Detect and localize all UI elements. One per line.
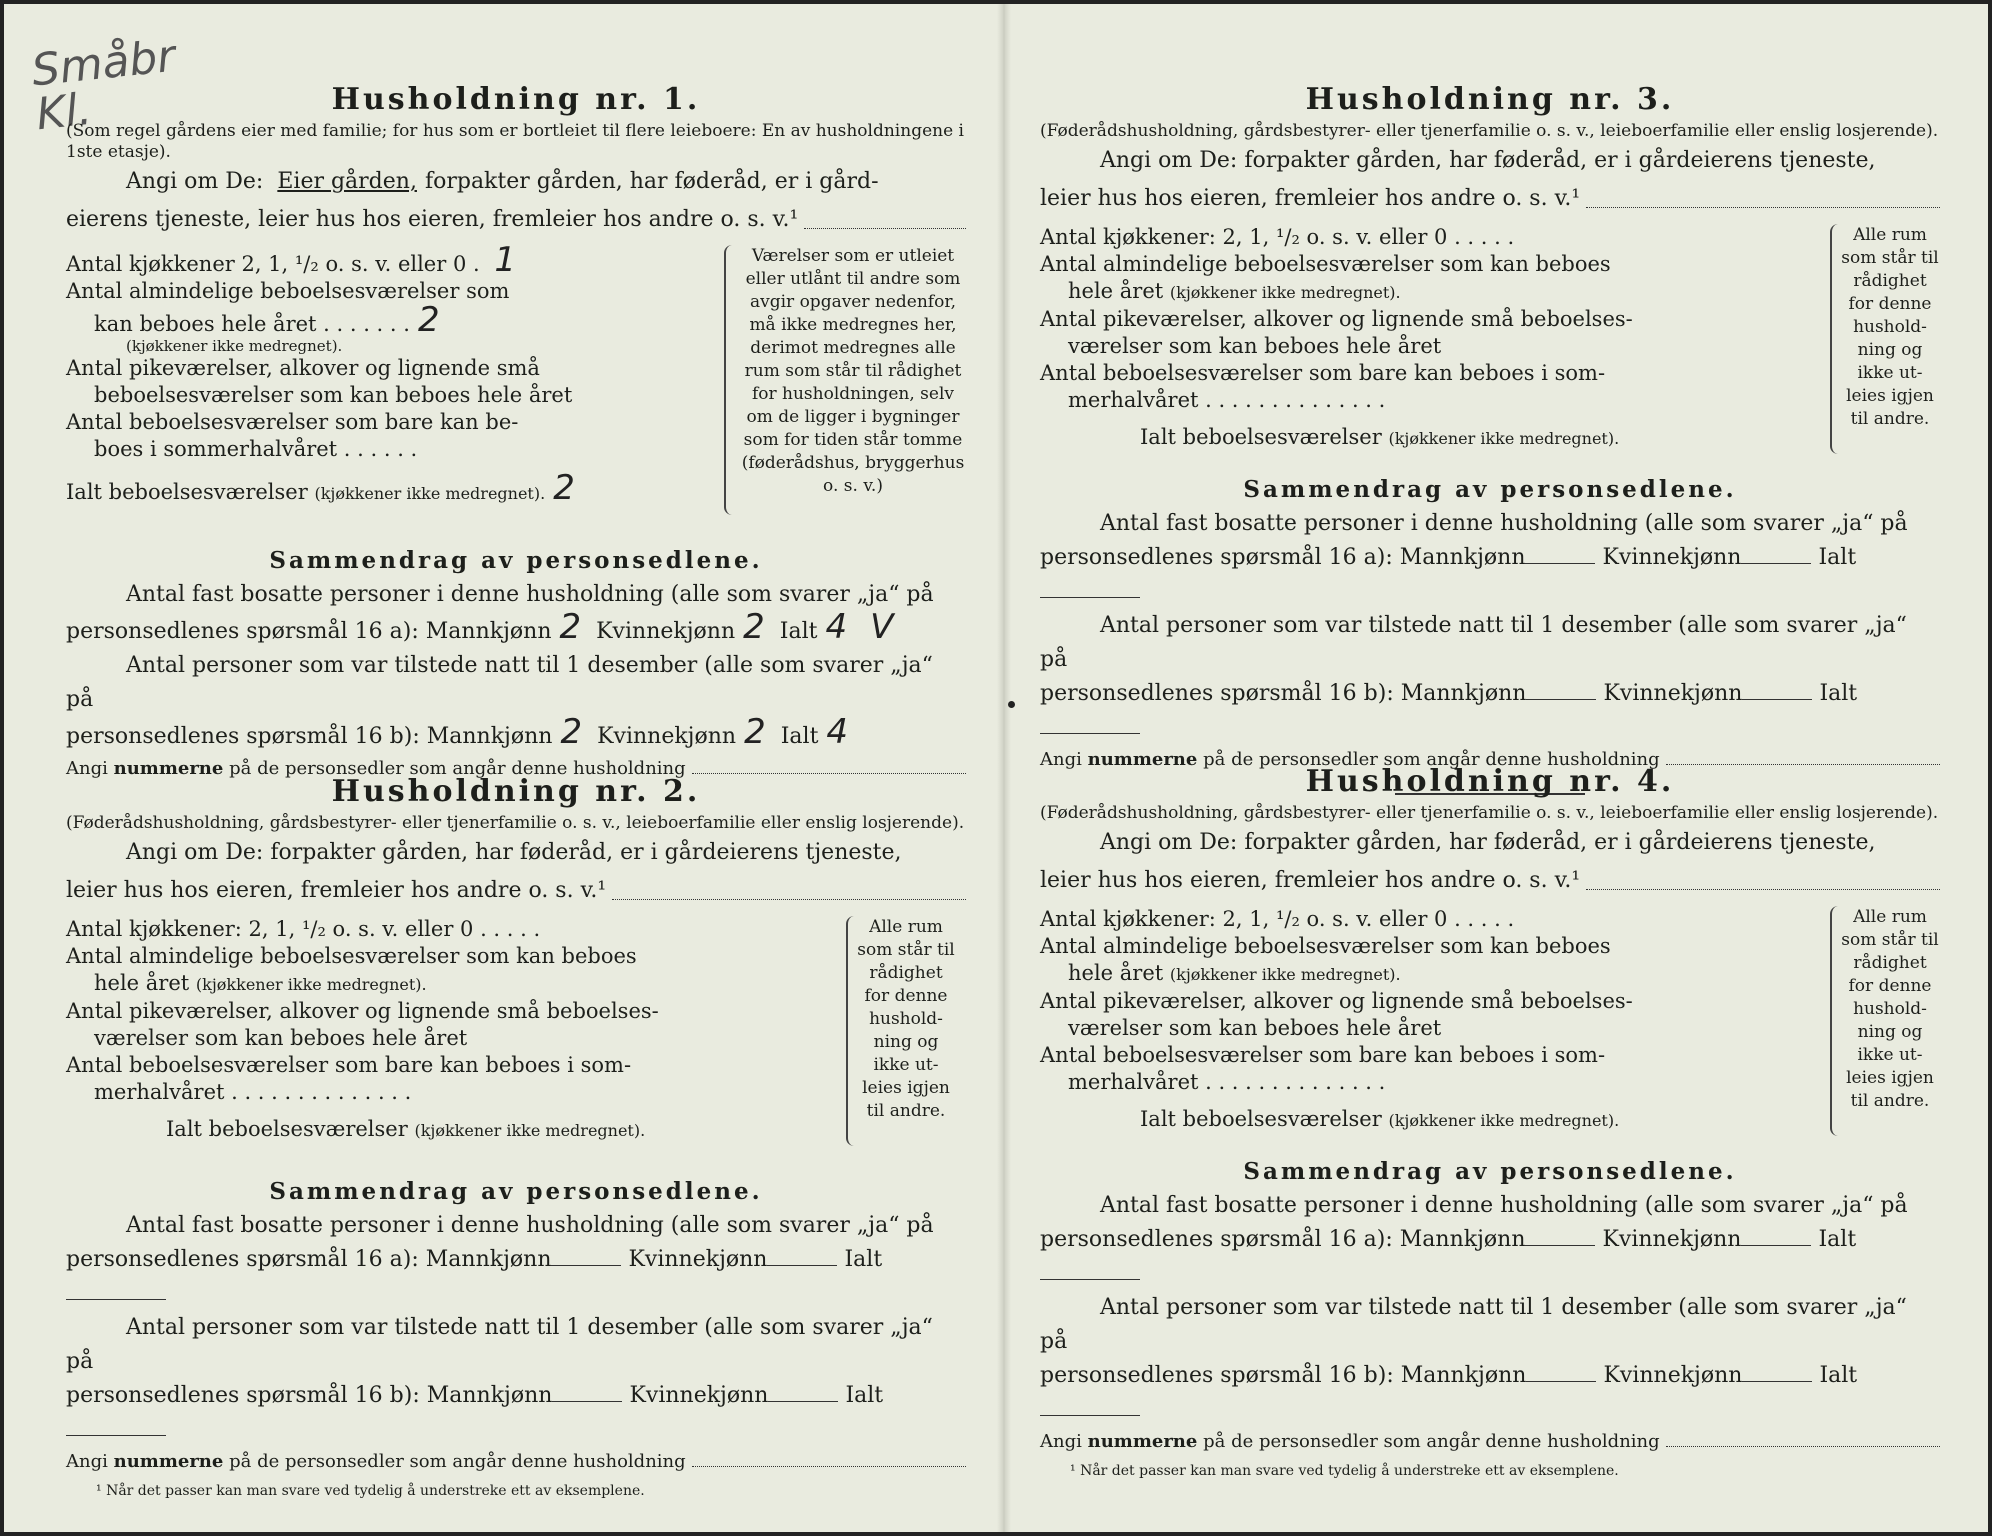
household-2-note: (Føderådshusholdning, gårdsbestyrer- eller tjenerfamilie o. s. v., leieboerfamilie eller enslig losjerende).: [66, 813, 965, 833]
household-2-title: Husholdning nr. 2.: [331, 774, 701, 809]
household-1-title: Husholdning nr. 1.: [331, 82, 701, 117]
fast-ialt-value: 4: [825, 607, 848, 647]
household-1-angi-row-2: eierens tjeneste, leier hus hos eieren, fremleier hos andre o. s. v.¹: [66, 201, 966, 239]
ialt-row: Ialt beboelsesværelser (kjøkkener ikke medregnet). 2: [66, 468, 575, 508]
household-3-title: Husholdning nr. 3.: [1305, 82, 1675, 117]
kjokkener-row: Antal kjøkkener 2, 1, ¹/₂ o. s. v. eller 0 . 1: [66, 240, 516, 280]
check-mark: V: [870, 607, 894, 647]
household-1-rooms: Antal kjøkkener 2, 1, ¹/₂ o. s. v. eller 0 . 1 Antal almindelige beboelsesværelser som kan beboes hele året . . . . . . . 2 (kjøkkener ikke medregnet). Antal pikeværelser, alkover og lignende små beboelsesværelser som kan beboes hele året Antal beboelsesværelser som bare kan be- boes i sommerhalvåret . . . . . . Ialt beboelsesværelser (kjøkkener ikke medregnet). 2 Værelser som er utleiet eller utlånt til andre som avgir opgaver nedenfor, må ikke medregnes her, derimot medregnes alle rum som står til rådighet for husholdningen, selv om de ligger i bygninger som for tiden står tomme (føderådshus, bryggerhus o. s. v.): [66, 245, 966, 535]
household-1-summary-title: Sammendrag av personsedlene.: [269, 547, 763, 574]
household-1-angi-row: Angi om De: Eier gården, forpakter gården, har føderåd, er i gård-: [66, 163, 966, 201]
fast-mann-value: 2: [559, 607, 582, 647]
almindelige-value: 2: [417, 300, 440, 340]
household-3-rooms: Antal kjøkkener: 2, 1, ¹/₂ o. s. v. eller 0 . . . . . Antal almindelige beboelsesværelser som kan beboes hele året (kjøkkener ikke medregnet). Antal pikeværelser, alkover og lignende små beboelses- værelser som kan beboes hele året Antal beboelsesværelser som bare kan beboes i som- merhalvåret . . . . . . . . . . . . . . Ialt beboelsesværelser (kjøkkener ikke medregnet). Alle rum som står til rådighet for denne hushold-ning og ikke ut-leies igjen til andre.: [1040, 224, 1940, 464]
eier-garden-underlined: Eier gården,: [277, 169, 417, 194]
household-3: Husholdning nr. 3. (Føderådshusholdning, gårdsbestyrer- eller tjenerfamilie o. s. v., leieboerfamilie eller enslig losjerende). Angi om De: forpakter gården, har føderåd, er i gårdeierens tjeneste, leier hus hos eieren, fremleier hos andre o. s. v.¹ Antal kjøkkener: 2, 1, ¹/₂ o. s. v. eller 0 . . . . . Antal almindelige beboelsesværelser som kan beboes hele året (kjøkkener ikke medregnet). Antal pikeværelser, alkover og lignende små beboelses- værelser som kan beboes hele året Antal beboelsesværelser som bare kan beboes i som- merhalvåret . . . . . . . . . . . . . . Ialt beboelsesværelser (kjøkkener ikke medregnet). Alle rum som står til rådighet for denne hushold-ning og ikke ut-leies igjen til andre. Sammendrag av personsedlene. Antal fast bosatte personer i denne husholdning (alle som svarer „ja“ på personsedlenes spørsmål 16 a): Mannkjønn Kvinnekjønn Ialt Antal personer som var tilstede natt til 1 desember (alle som svarer „ja“ på personsedlenes spørsmål 16 b): Mannkjønn Kvinnekjønn Ialt Angi nummerne på de personsedler som angår denne husholdning: [1040, 82, 1940, 795]
census-sheet: [4, 4, 1988, 1532]
right-page: [1040, 4, 1940, 1532]
handwritten-margin-note: Småbr Kl.: [29, 30, 178, 141]
tilst-kvinne-value: 2: [744, 712, 766, 752]
household-4: Husholdning nr. 4. (Føderådshusholdning, gårdsbestyrer- eller tjenerfamilie o. s. v., leieboerfamilie eller enslig losjerende). Angi om De: forpakter gården, har føderåd, er i gårdeierens tjeneste, leier hus hos eieren, fremleier hos andre o. s. v.¹ Antal kjøkkener: 2, 1, ¹/₂ o. s. v. eller 0 . . . . . Antal almindelige beboelsesværelser som kan beboes hele året (kjøkkener ikke medregnet). Antal pikeværelser, alkover og lignende små beboelses- værelser som kan beboes hele året Antal beboelsesværelser som bare kan beboes i som- merhalvåret . . . . . . . . . . . . . . Ialt beboelsesværelser (kjøkkener ikke medregnet). Alle rum som står til rådighet for denne hushold-ning og ikke ut-leies igjen til andre. Sammendrag av personsedlene. Antal fast bosatte personer i denne husholdning (alle som svarer „ja“ på personsedlenes spørsmål 16 a): Mannkjønn Kvinnekjønn Ialt Antal personer som var tilstede natt til 1 desember (alle som svarer „ja“ på personsedlenes spørsmål 16 b): Mannkjønn Kvinnekjønn Ialt Angi nummerne på de personsedler som angår denne husholdning ¹ Når det passer kan man svare ved tydelig å understreke ett av eksemplene.: [1040, 764, 1939, 1479]
household-2-rooms-note: Alle rum som står til rådighet for denne hushold-ning og ikke ut-leies igjen til andre.: [857, 917, 955, 1121]
household-2-rooms: Antal kjøkkener: 2, 1, ¹/₂ o. s. v. eller 0 . . . . . Antal almindelige beboelsesværelser som kan beboes hele året (kjøkkener ikke medregnet). Antal pikeværelser, alkover og lignende små beboelses- værelser som kan beboes hele året Antal beboelsesværelser som bare kan beboes i som- merhalvåret . . . . . . . . . . . . . . Ialt beboelsesværelser (kjøkkener ikke medregnet). Alle rum som står til rådighet for denne hushold-ning og ikke ut-leies igjen til andre.: [66, 916, 966, 1166]
household-1: Husholdning nr. 1. (Som regel gårdens eier med familie; for hus som er bortleiet til flere leieboere: En av husholdningene i 1ste etasje). Angi om De: Eier gården, forpakter gården, har føderåd, er i gård- eierens tjeneste, leier hus hos eieren, fremleier hos andre o. s. v.¹ Antal kjøkkener 2, 1, ¹/₂ o. s. v. eller 0 . 1 Antal almindelige beboelsesværelser som kan beboes hele året . . . . . . . 2 (kjøkkener ikke medregnet). Antal pikeværelser, alkover og lignende små beboelsesværelser som kan beboes hele året Antal beboelsesværelser som bare kan be- boes i sommerhalvåret . . . . . . Ialt beboelsesværelser (kjøkkener ikke medregnet). 2 Værelser som er utleiet eller utlånt til andre som avgir opgaver nedenfor, må ikke medregnes her, derimot medregnes alle rum som står til rådighet for husholdningen, selv om de ligger i bygninger som for tiden står tomme (føderådshus, bryggerhus o. s. v.) Sammendrag av personsedlene. Antal fast bosatte personer i denne husholdning (alle som svarer „ja“ på personsedlenes spørsmål 16 a): Mannkjønn 2 Kvinnekjønn 2 Ialt 4 V Antal personer som var tilstede natt til 1 desember (alle som svarer „ja“ på personsedlenes spørsmål 16 b): Mannkjønn 2 Kvinnekjønn 2 Ialt 4 Angi nummerne på de personsedler som angår denne husholdning: [66, 82, 966, 784]
ialt-value: 2: [553, 468, 575, 508]
household-1-tilst-row: personsedlenes spørsmål 16 b): Mannkjønn 2 Kvinnekjønn 2 Ialt 4: [66, 712, 849, 752]
tilst-ialt-value: 4: [826, 712, 849, 752]
household-1-fast-row: personsedlenes spørsmål 16 a): Mannkjønn 2 Kvinnekjønn 2 Ialt 4 V: [66, 607, 894, 647]
page-fold: [997, 4, 1011, 1532]
household-4-rooms: Antal kjøkkener: 2, 1, ¹/₂ o. s. v. eller 0 . . . . . Antal almindelige beboelsesværelser som kan beboes hele året (kjøkkener ikke medregnet). Antal pikeværelser, alkover og lignende små beboelses- værelser som kan beboes hele året Antal beboelsesværelser som bare kan beboes i som- merhalvåret . . . . . . . . . . . . . . Ialt beboelsesværelser (kjøkkener ikke medregnet). Alle rum som står til rådighet for denne hushold-ning og ikke ut-leies igjen til andre.: [1040, 906, 1940, 1146]
footnote-right: ¹ Når det passer kan man svare ved tydelig å understreke ett av eksemplene.: [1070, 1463, 1619, 1479]
household-4-title: Husholdning nr. 4.: [1305, 764, 1675, 799]
ink-dot: [1008, 701, 1015, 708]
household-1-angi-nummerne: Angi nummerne på de personsedler som angår denne husholdning: [66, 754, 966, 784]
footnote-left: ¹ Når det passer kan man svare ved tydelig å understreke ett av eksemplene.: [96, 1483, 645, 1499]
left-page: [66, 4, 966, 1532]
fast-kvinne-value: 2: [743, 607, 765, 647]
household-1-note: (Som regel gårdens eier med familie; for hus som er bortleiet til flere leieboere: En av husholdningene i 1ste etasje).: [66, 121, 964, 162]
kjokkener-value: 1: [494, 240, 516, 280]
household-2: Husholdning nr. 2. (Føderådshusholdning, gårdsbestyrer- eller tjenerfamilie o. s. v., leieboerfamilie eller enslig losjerende). Angi om De: forpakter gården, har føderåd, er i gårdeierens tjeneste, leier hus hos eieren, fremleier hos andre o. s. v.¹ Antal kjøkkener: 2, 1, ¹/₂ o. s. v. eller 0 . . . . . Antal almindelige beboelsesværelser som kan beboes hele året (kjøkkener ikke medregnet). Antal pikeværelser, alkover og lignende små beboelses- værelser som kan beboes hele året Antal beboelsesværelser som bare kan beboes i som- merhalvåret . . . . . . . . . . . . . . Ialt beboelsesværelser (kjøkkener ikke medregnet). Alle rum som står til rådighet for denne hushold-ning og ikke ut-leies igjen til andre. Sammendrag av personsedlene. Antal fast bosatte personer i denne husholdning (alle som svarer „ja“ på personsedlenes spørsmål 16 a): Mannkjønn Kvinnekjønn Ialt Antal personer som var tilstede natt til 1 desember (alle som svarer „ja“ på personsedlenes spørsmål 16 b): Mannkjønn Kvinnekjønn Ialt Angi nummerne på de personsedler som angår denne husholdning ¹ Når det passer kan man svare ved tydelig å understreke ett av eksemplene.: [66, 774, 965, 1499]
household-1-rooms-note: Værelser som er utleiet eller utlånt til andre som avgir opgaver nedenfor, må ikke medregnes her, derimot medregnes alle rum som står til rådighet for husholdningen, selv om de ligger i bygninger som for tiden står tomme (føderådshus, bryggerhus o. s. v.): [741, 246, 965, 496]
tilst-mann-value: 2: [560, 712, 583, 752]
